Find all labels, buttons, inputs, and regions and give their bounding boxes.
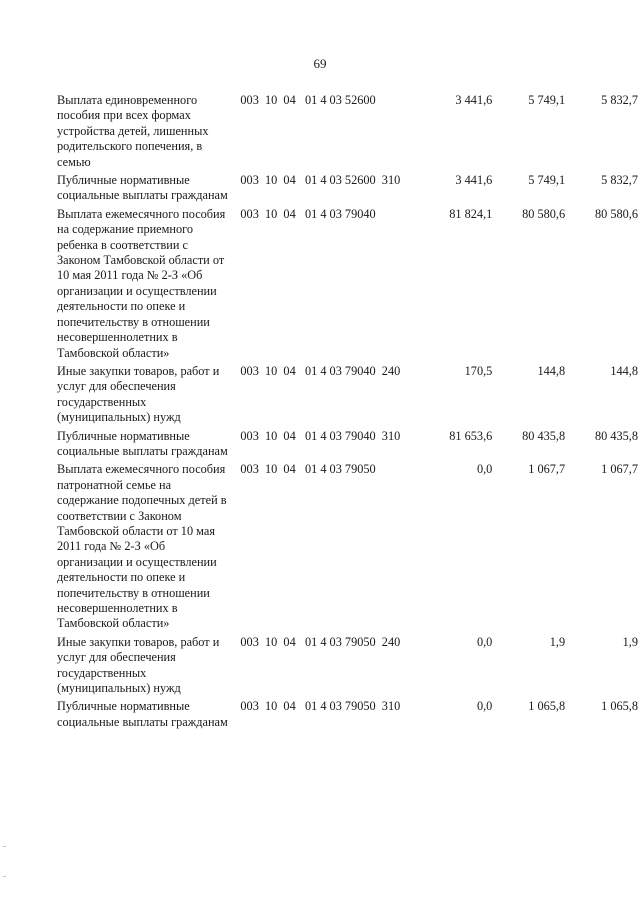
row-value-2: 1 067,7 xyxy=(528,462,566,477)
row-value-2: 80 580,6 xyxy=(522,206,566,221)
row-value-1: 0,0 xyxy=(476,699,493,714)
row-code: 003 10 04 01 4 03 79040 240 xyxy=(240,363,401,378)
row-name: Выплата единовременного пособия при всех формах устройства детей, лишенных родительского попечения, в семью xyxy=(57,93,209,169)
row-code: 003 10 04 01 4 03 79050 310 xyxy=(240,699,401,714)
row-value-1: 81 824,1 xyxy=(449,206,493,221)
row-value-1: 3 441,6 xyxy=(455,93,493,107)
row-name: Иные закупки товаров, работ и услуг для обеспечения государственных (муниципальных) нужд xyxy=(57,363,220,425)
row-code: 003 10 04 01 4 03 52600 xyxy=(240,93,376,107)
row-name: Иные закупки товаров, работ и услуг для обеспечения государственных (муниципальных) нужд xyxy=(57,634,220,696)
row-value-3: 80 580,6 xyxy=(594,206,638,221)
row-value-1: 0,0 xyxy=(476,634,493,649)
row-name: Публичные нормативные социальные выплаты гражданам xyxy=(57,428,228,458)
row-code: 003 10 04 01 4 03 52600 310 xyxy=(240,173,401,188)
scan-margin-mark xyxy=(3,846,6,847)
row-value-2: 144,8 xyxy=(537,363,566,378)
table-row xyxy=(57,429,640,463)
row-value-2: 1 065,8 xyxy=(528,699,566,714)
row-value-1: 3 441,6 xyxy=(455,173,493,188)
row-value-2: 5 749,1 xyxy=(528,93,566,107)
row-value-2: 5 749,1 xyxy=(528,173,566,188)
row-value-3: 144,8 xyxy=(610,363,638,378)
table-row xyxy=(57,635,640,700)
row-name: Публичные нормативные социальные выплаты гражданам xyxy=(57,173,228,203)
table-row xyxy=(57,699,640,733)
row-value-3: 1 067,7 xyxy=(601,462,638,477)
row-value-3: 1,9 xyxy=(622,634,638,649)
row-value-2: 1,9 xyxy=(549,634,566,649)
row-name: Выплата ежемесячного пособия на содержание приемного ребенка в соответствии с Законом Тамбовской области от 10 мая 2011 года № 2-З «Об организации и осуществлении деятельности по опеке и попечительству в отношении несовершеннолетних в Тамбовской области» xyxy=(57,206,226,360)
table-row xyxy=(57,173,640,207)
table-row xyxy=(57,462,640,634)
row-value-1: 0,0 xyxy=(476,462,493,477)
table-row xyxy=(57,364,640,429)
page-number: 69 xyxy=(313,56,327,71)
scan-margin-mark xyxy=(3,876,6,877)
row-value-1: 81 653,6 xyxy=(449,428,493,443)
row-value-1: 170,5 xyxy=(464,363,493,378)
row-value-3: 5 832,7 xyxy=(601,173,638,188)
row-value-3: 1 065,8 xyxy=(601,699,638,714)
budget-table xyxy=(57,93,640,733)
table-row xyxy=(57,93,640,173)
row-code: 003 10 04 01 4 03 79050 xyxy=(240,462,376,477)
table-row xyxy=(57,207,640,364)
row-value-3: 80 435,8 xyxy=(594,428,638,443)
row-code: 003 10 04 01 4 03 79040 310 xyxy=(240,428,401,443)
row-code: 003 10 04 01 4 03 79040 xyxy=(240,206,376,221)
row-value-2: 80 435,8 xyxy=(522,428,566,443)
row-name: Публичные нормативные социальные выплаты гражданам xyxy=(57,699,228,729)
row-name: Выплата ежемесячного пособия патронатной семье на содержание подопечных детей в соответствии с Законом Тамбовской области от 10 мая 2011 года № 2-З «Об организации и осуществлении деятельности по опеке и попечительству в отношении несовершеннолетних в Тамбовской области» xyxy=(57,462,227,631)
row-code: 003 10 04 01 4 03 79050 240 xyxy=(240,634,401,649)
row-value-3: 5 832,7 xyxy=(601,93,638,107)
